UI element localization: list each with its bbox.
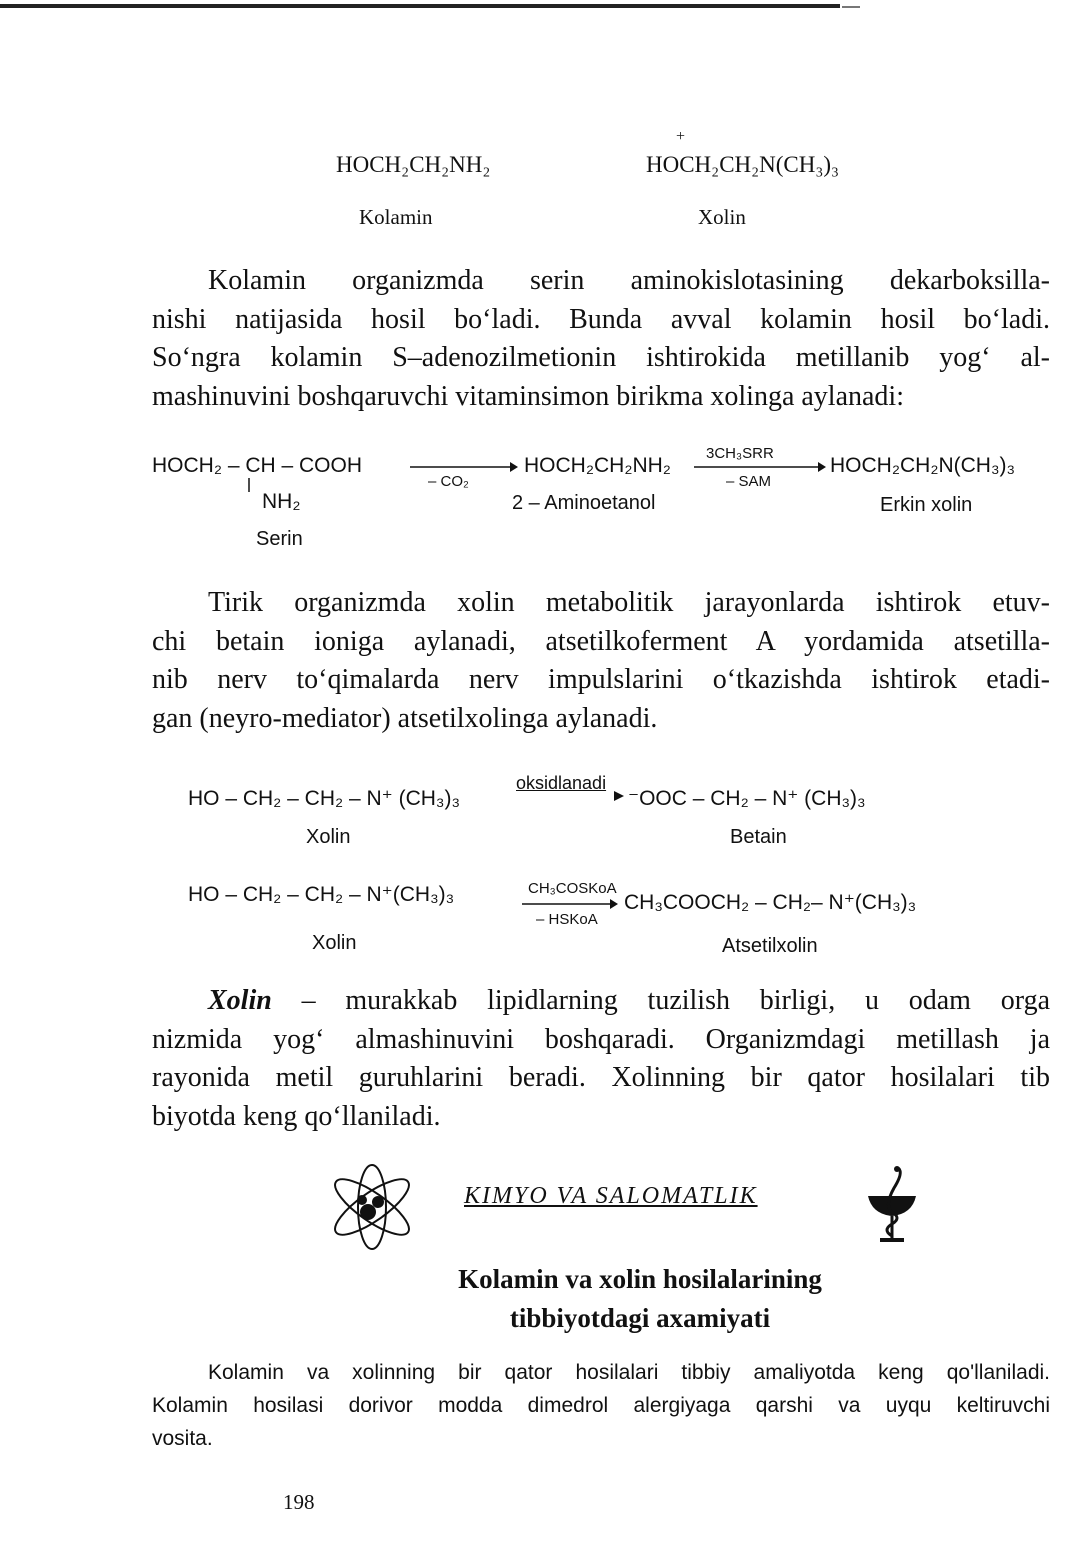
paragraph-line-text: – murakkab lipidlarning tuzilish birligi, u odam orga [271, 985, 1050, 1016]
paragraph-line: chi betain ioniga aylanadi, atsetilkoferment A yordamida atsetilla- [152, 625, 1050, 657]
serin-formula: HOCH₂ – CH – COOH [152, 454, 363, 477]
atsetilxolin-caption: Atsetilxolin [722, 935, 818, 957]
aminoetanol-formula: HOCH₂CH₂NH₂ [524, 454, 671, 477]
top-border-rule [0, 4, 840, 8]
betain-caption: Betain [730, 826, 787, 848]
arrow-above-label: CH₃COSKoA [528, 880, 617, 897]
arrow-below-label: – HSKoA [536, 911, 598, 928]
serin-amino-group: NH₂ [262, 490, 301, 513]
xolin-term: Xolin [208, 985, 272, 1016]
xolin-caption: Xolin [698, 205, 746, 229]
paragraph-line: gan (neyro-mediator) atsetilxolinga aylanadi. [152, 702, 658, 734]
arrow-head [614, 790, 626, 802]
kolamin-caption: Kolamin [359, 205, 433, 229]
reaction-product: CH₃COOCH₂ – CH₂– N⁺(CH₃)₃ [624, 891, 917, 914]
xolin-caption: Xolin [306, 826, 351, 848]
arrow-above-label: 3CH₃SRR [706, 445, 774, 462]
banner-title: KIMYO VA SALOMATLIK [464, 1183, 758, 1209]
paragraph-line: Tirik organizmda xolin metabolitik jarayonlarda ishtirok etuv- [208, 587, 1050, 618]
paragraph-line: So‘ngra kolamin S–adenozilmetionin ishtirokida metillanib yog‘ al- [152, 342, 1050, 373]
paragraph-3 [152, 982, 1050, 1136]
arrow-below-label: – SAM [726, 473, 772, 490]
section-title-line-2: tibbiyotdagi axamiyati [509, 1303, 771, 1333]
paragraph-line: nib nerv to‘qimalarda nerv impulslarini o‘tkazishda ishtirok etadi- [152, 664, 1050, 695]
top-border-rule-end [842, 6, 860, 8]
arrow-label: oksidlanadi [516, 773, 607, 793]
aminoetanol-caption: 2 – Aminoetanol [512, 492, 656, 514]
section-title-line-1: Kolamin va xolin hosilalarining [458, 1264, 822, 1294]
erkin-xolin-caption: Erkin xolin [880, 494, 973, 516]
paragraph-line: nizmida yog‘ almashinuvini boshqaradi. Organizmdagi metillash ja [152, 1023, 1050, 1055]
xolin-formula: HOCH₂CH₂N(CH₃)₃ [646, 152, 840, 177]
xolin-caption: Xolin [312, 932, 357, 954]
section-body-line: vosita. [152, 1427, 213, 1450]
reaction-arrow [410, 461, 518, 473]
paragraph-1 [152, 262, 1050, 416]
paragraph-2 [152, 584, 1050, 738]
paragraph-line: nishi natijasida hosil bo‘ladi. Bunda avval kolamin hosil bo‘ladi. [152, 303, 1050, 335]
bowl-of-hygieia-icon [864, 1166, 920, 1246]
atom-icon [324, 1162, 420, 1252]
paragraph-line: rayonida metil guruhlarini beradi. Xolinning bir qator hosilalari tib [152, 1062, 1050, 1093]
reaction-arrow [522, 898, 618, 910]
section-body-line: Kolamin va xolinning bir qator hosilalari tibbiy amaliyotda keng qo'llaniladi. [208, 1361, 1050, 1384]
reaction-product: ⁻OOC – CH₂ – N⁺ (CH₃)₃ [628, 787, 866, 810]
erkin-xolin-formula: HOCH₂CH₂N(CH₃)₃ [830, 454, 1016, 477]
section-body-line: Kolamin hosilasi dorivor modda dimedrol alergiyaga qarshi va uyqu keltiruvchi [152, 1394, 1050, 1417]
reaction-reactant: HO – CH₂ – CH₂ – N⁺(CH₃)₃ [188, 883, 455, 906]
bond-line [248, 478, 250, 492]
reaction-reactant: HO – CH₂ – CH₂ – N⁺ (CH₃)₃ [188, 787, 461, 810]
paragraph-line: mashinuvini boshqaruvchi vitaminsimon birikma xolinga aylanadi: [152, 380, 904, 412]
kolamin-formula: HOCH₂CH₂NH₂ [336, 152, 491, 177]
paragraph-line [152, 982, 1050, 1021]
serin-caption: Serin [256, 528, 303, 550]
arrow-below-label: – CO₂ [428, 473, 469, 490]
page-number: 198 [283, 1490, 315, 1514]
xolin-charge: + [676, 128, 686, 145]
paragraph-line: biyotda keng qo‘llaniladi. [152, 1100, 441, 1132]
section-body [152, 1356, 1050, 1455]
reaction-arrow [694, 461, 826, 473]
paragraph-line: Kolamin organizmda serin aminokislotasining dekarboksilla- [208, 265, 1050, 296]
